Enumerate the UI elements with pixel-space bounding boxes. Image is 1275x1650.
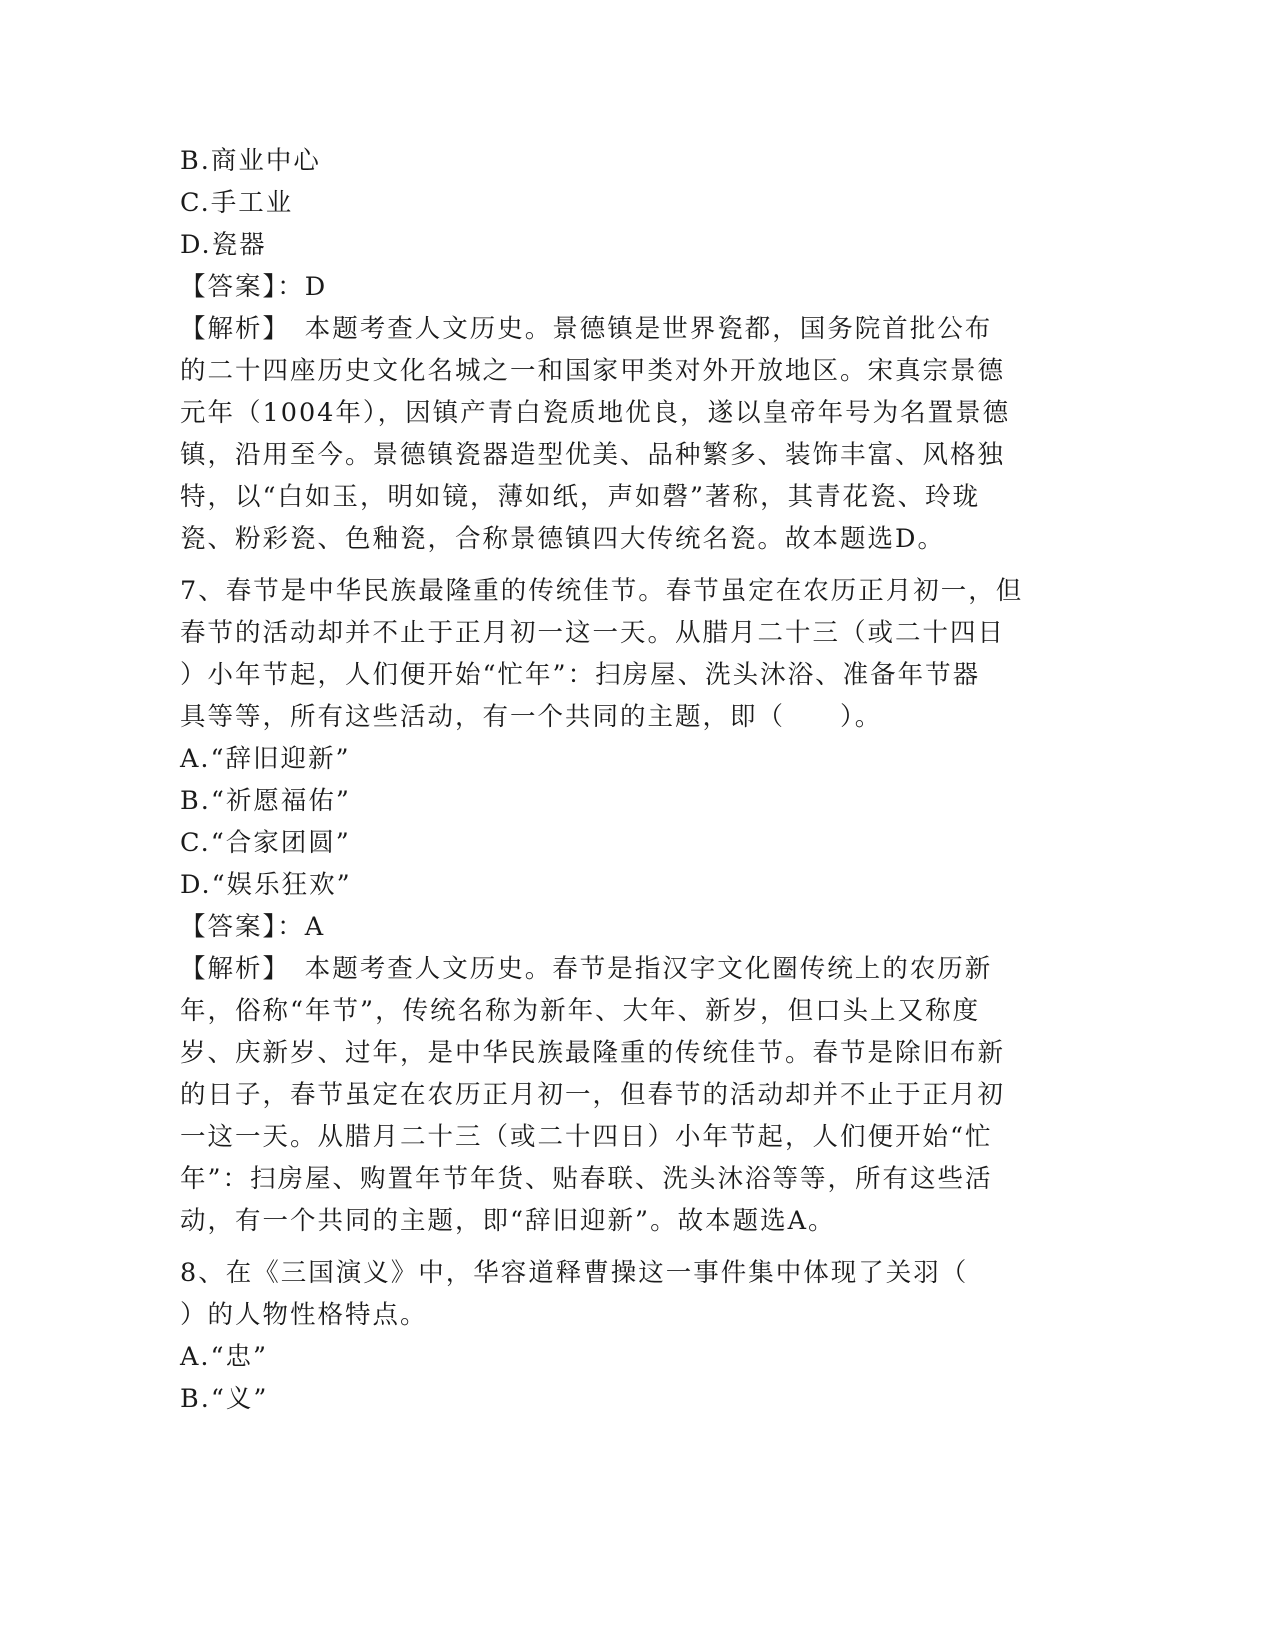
stem-line: 7、春节是中华民族最隆重的传统佳节。春节虽定在农历正月初一，但 [180,576,1024,606]
question-7 [180,570,1060,1242]
option-d: D.“娱乐狂欢” [180,870,352,900]
analysis-line: 年，俗称“年节”，传统名称为新年、大年、新岁，但口头上又称度 [180,996,981,1026]
question-6-tail [180,140,1060,560]
analysis-line: 动，有一个共同的主题，即“辞旧迎新”。故本题选A。 [180,1206,836,1236]
analysis-line: 一这一天。从腊月二十三（或二十四日）小年节起，人们便开始“忙 [180,1122,993,1152]
answer: 【答案】：A [180,912,326,942]
stem-line: ）的人物性格特点。 [180,1300,428,1330]
analysis-line: 【解析】 本题考查人文历史。春节是指汉字文化圈传统上的农历新 [180,954,993,984]
answer: 【答案】：D [180,272,328,302]
option-a: A.“忠” [180,1342,269,1372]
stem-line: 具等等，所有这些活动，有一个共同的主题，即（ ）。 [180,702,883,732]
spacer [180,1242,1060,1252]
spacer [180,560,1060,570]
question-8 [180,1252,1060,1420]
question-stem [180,570,1060,738]
analysis [180,308,1060,560]
analysis-line: 特，以“白如玉，明如镜，薄如纸，声如磬”著称，其青花瓷、玲珑 [180,482,981,512]
analysis [180,948,1060,1242]
analysis-line: 的二十四座历史文化名城之一和国家甲类对外开放地区。宋真宗景德 [180,356,1006,386]
analysis-line: 元年（1004年），因镇产青白瓷质地优良，遂以皇帝年号为名置景德 [180,398,1011,428]
option-b: B.“义” [180,1384,269,1414]
option-c: C.手工业 [180,188,294,218]
option-d: D.瓷器 [180,230,267,260]
analysis-line: 年”：扫房屋、购置年节年货、贴春联、洗头沐浴等等，所有这些活 [180,1164,993,1194]
analysis-line: 的日子，春节虽定在农历正月初一，但春节的活动却并不止于正月初 [180,1080,1006,1110]
question-stem [180,1252,1060,1336]
analysis-line: 【解析】 本题考查人文历史。景德镇是世界瓷都，国务院首批公布 [180,314,993,344]
stem-line: 春节的活动却并不止于正月初一这一天。从腊月二十三（或二十四日 [180,618,1006,648]
stem-line: ）小年节起，人们便开始“忙年”：扫房屋、洗头沐浴、准备年节器 [180,660,981,690]
document-page [180,140,1060,1420]
option-b: B.商业中心 [180,146,321,176]
option-a: A.“辞旧迎新” [180,744,351,774]
option-c: C.“合家团圆” [180,828,351,858]
analysis-line: 岁、庆新岁、过年，是中华民族最隆重的传统佳节。春节是除旧布新 [180,1038,1006,1068]
stem-line: 8、在《三国演义》中，华容道释曹操这一事件集中体现了关羽（ [180,1258,969,1288]
analysis-line: 瓷、粉彩瓷、色釉瓷，合称景德镇四大传统名瓷。故本题选D。 [180,524,945,554]
analysis-line: 镇，沿用至今。景德镇瓷器造型优美、品种繁多、装饰丰富、风格独 [180,440,1006,470]
option-b: B.“祈愿福佑” [180,786,351,816]
